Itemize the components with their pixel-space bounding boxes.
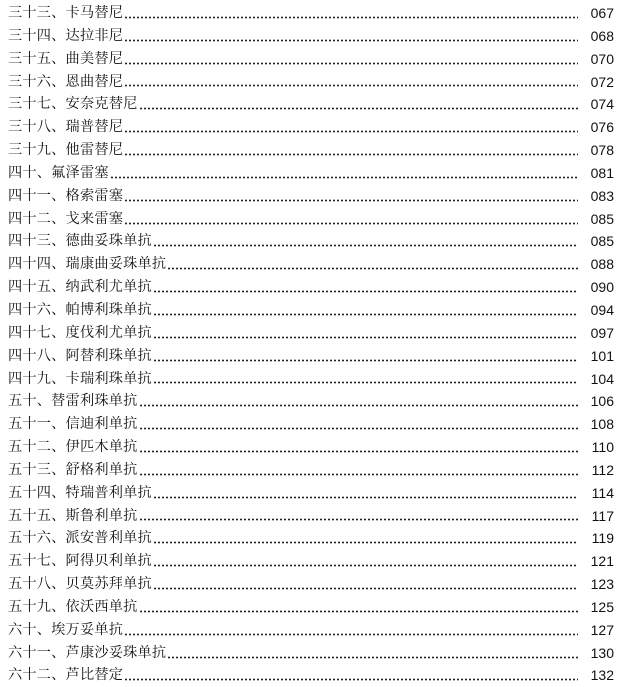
toc-entry-page-number: 121	[590, 553, 614, 570]
toc-entry[interactable]	[8, 664, 614, 687]
toc-entry-title: 四十九、卡瑞利珠单抗	[8, 370, 152, 387]
toc-entry-title: 四十二、戈来雷塞	[8, 210, 124, 227]
toc-entry-page-number: 123	[590, 576, 614, 593]
toc-entry[interactable]	[8, 208, 614, 231]
dot-leader	[124, 153, 578, 156]
toc-entry-title: 四十五、纳武利尤单抗	[8, 279, 152, 296]
toc-entry-title: 三十六、恩曲替尼	[8, 73, 124, 90]
dot-leader	[153, 313, 578, 316]
toc-entry-title: 五十九、依沃西单抗	[8, 598, 138, 615]
toc-entry[interactable]	[8, 93, 614, 116]
toc-entry-page-number: 132	[590, 667, 614, 684]
toc-entry-page-number: 067	[590, 5, 614, 21]
toc-entry[interactable]	[8, 550, 614, 573]
toc-entry-title: 三十九、他雷替尼	[8, 142, 124, 159]
dot-leader	[139, 107, 579, 110]
toc-entry[interactable]	[8, 436, 614, 459]
toc-entry-title: 三十三、卡马替尼	[8, 5, 124, 21]
dot-leader	[124, 16, 578, 19]
toc-entry[interactable]	[8, 642, 614, 665]
dot-leader	[124, 62, 578, 65]
toc-entry-page-number: 072	[590, 73, 614, 90]
dot-leader	[110, 176, 578, 179]
toc-entry[interactable]	[8, 71, 614, 94]
toc-entry[interactable]	[8, 139, 614, 162]
dot-leader	[139, 427, 579, 430]
toc-entry-title: 五十一、信迪利单抗	[8, 416, 138, 433]
toc-entry-title: 五十五、斯鲁利单抗	[8, 507, 138, 524]
toc-entry-page-number: 125	[590, 598, 614, 615]
toc-entry-page-number: 108	[590, 416, 614, 433]
toc-entry-page-number: 094	[590, 301, 614, 318]
toc-entry-page-number: 101	[590, 347, 614, 364]
toc-entry[interactable]	[8, 48, 614, 71]
dot-leader	[139, 404, 579, 407]
toc-entry[interactable]	[8, 413, 614, 436]
dot-leader	[153, 496, 578, 499]
toc-entry-page-number: 112	[591, 461, 614, 478]
dot-leader	[124, 84, 578, 87]
toc-entry-title: 四十四、瑞康曲妥珠单抗	[8, 256, 167, 273]
toc-entry[interactable]	[8, 185, 614, 208]
toc-entry[interactable]	[8, 368, 614, 391]
toc-entry-title: 三十五、曲美替尼	[8, 50, 124, 67]
toc-entry[interactable]	[8, 230, 614, 253]
toc-entry-title: 三十四、达拉非尼	[8, 27, 124, 44]
toc-entry-page-number: 090	[590, 279, 614, 296]
toc-entry-title: 四十一、格索雷塞	[8, 187, 124, 204]
toc-entry-page-number: 076	[590, 119, 614, 136]
toc-entry[interactable]	[8, 505, 614, 528]
toc-entry[interactable]	[8, 619, 614, 642]
toc-entry[interactable]	[8, 596, 614, 619]
toc-entry-page-number: 085	[590, 210, 614, 227]
dot-leader	[124, 39, 578, 42]
toc-entry[interactable]	[8, 299, 614, 322]
toc-entry-page-number: 088	[590, 256, 614, 273]
toc-entry-title: 四十八、阿替利珠单抗	[8, 347, 152, 364]
toc-entry-title: 三十八、瑞普替尼	[8, 119, 124, 136]
dot-leader	[153, 587, 578, 590]
toc-entry-page-number: 119	[591, 530, 614, 547]
toc-entry-title: 六十二、芦比替定	[8, 667, 124, 684]
toc-entry-title: 五十三、舒格利单抗	[8, 461, 138, 478]
toc-entry-page-number: 081	[590, 164, 614, 181]
dot-leader	[139, 450, 579, 453]
toc-entry[interactable]	[8, 2, 614, 25]
dot-leader	[139, 518, 579, 521]
toc-entry-title: 四十六、帕博利珠单抗	[8, 301, 152, 318]
toc-entry-page-number: 083	[590, 187, 614, 204]
toc-entry-title: 六十一、芦康沙妥珠单抗	[8, 644, 167, 661]
toc-entry[interactable]	[8, 459, 614, 482]
toc-entry-page-number: 104	[590, 370, 614, 387]
toc-entry[interactable]	[8, 162, 614, 185]
dot-leader	[167, 267, 578, 270]
dot-leader	[153, 564, 578, 567]
toc-entry[interactable]	[8, 322, 614, 345]
table-of-contents	[8, 2, 614, 687]
toc-entry[interactable]	[8, 253, 614, 276]
toc-entry-title: 四十七、度伐利尤单抗	[8, 324, 152, 341]
toc-entry[interactable]	[8, 390, 614, 413]
toc-entry[interactable]	[8, 25, 614, 48]
dot-leader	[124, 199, 578, 202]
toc-entry-page-number: 106	[590, 393, 614, 410]
toc-entry[interactable]	[8, 276, 614, 299]
dot-leader	[139, 610, 579, 613]
toc-entry-title: 六十、埃万妥单抗	[8, 621, 124, 638]
dot-leader	[124, 130, 578, 133]
toc-entry-page-number: 114	[591, 484, 614, 501]
toc-entry-page-number: 074	[590, 96, 614, 113]
toc-entry-title: 五十八、贝莫苏拜单抗	[8, 576, 152, 593]
dot-leader	[139, 473, 579, 476]
dot-leader	[124, 633, 578, 636]
toc-entry-title: 四十、氟泽雷塞	[8, 164, 109, 181]
toc-entry-page-number: 085	[590, 233, 614, 250]
toc-entry[interactable]	[8, 345, 614, 368]
toc-entry-page-number: 097	[590, 324, 614, 341]
toc-entry-title: 四十三、德曲妥珠单抗	[8, 233, 152, 250]
toc-entry[interactable]	[8, 527, 614, 550]
dot-leader	[153, 244, 578, 247]
toc-entry-page-number: 117	[591, 507, 614, 524]
dot-leader	[167, 656, 578, 659]
dot-leader	[153, 336, 578, 339]
toc-entry-page-number: 110	[591, 439, 614, 456]
dot-leader	[153, 541, 578, 544]
dot-leader	[153, 290, 578, 293]
toc-entry-page-number: 127	[590, 621, 614, 638]
toc-entry[interactable]	[8, 116, 614, 139]
toc-entry-title: 三十七、安奈克替尼	[8, 96, 138, 113]
toc-entry-page-number: 070	[590, 50, 614, 67]
dot-leader	[124, 678, 578, 681]
toc-entry[interactable]	[8, 482, 614, 505]
toc-entry-page-number: 068	[590, 27, 614, 44]
toc-entry-title: 五十、替雷利珠单抗	[8, 393, 138, 410]
toc-entry-title: 五十六、派安普利单抗	[8, 530, 152, 547]
toc-entry-title: 五十二、伊匹木单抗	[8, 439, 138, 456]
dot-leader	[153, 381, 578, 384]
dot-leader	[153, 359, 578, 362]
toc-entry-title: 五十四、特瑞普利单抗	[8, 484, 152, 501]
toc-entry-page-number: 130	[590, 644, 614, 661]
toc-entry-page-number: 078	[590, 142, 614, 159]
toc-entry-title: 五十七、阿得贝利单抗	[8, 553, 152, 570]
toc-entry[interactable]	[8, 573, 614, 596]
dot-leader	[124, 222, 578, 225]
